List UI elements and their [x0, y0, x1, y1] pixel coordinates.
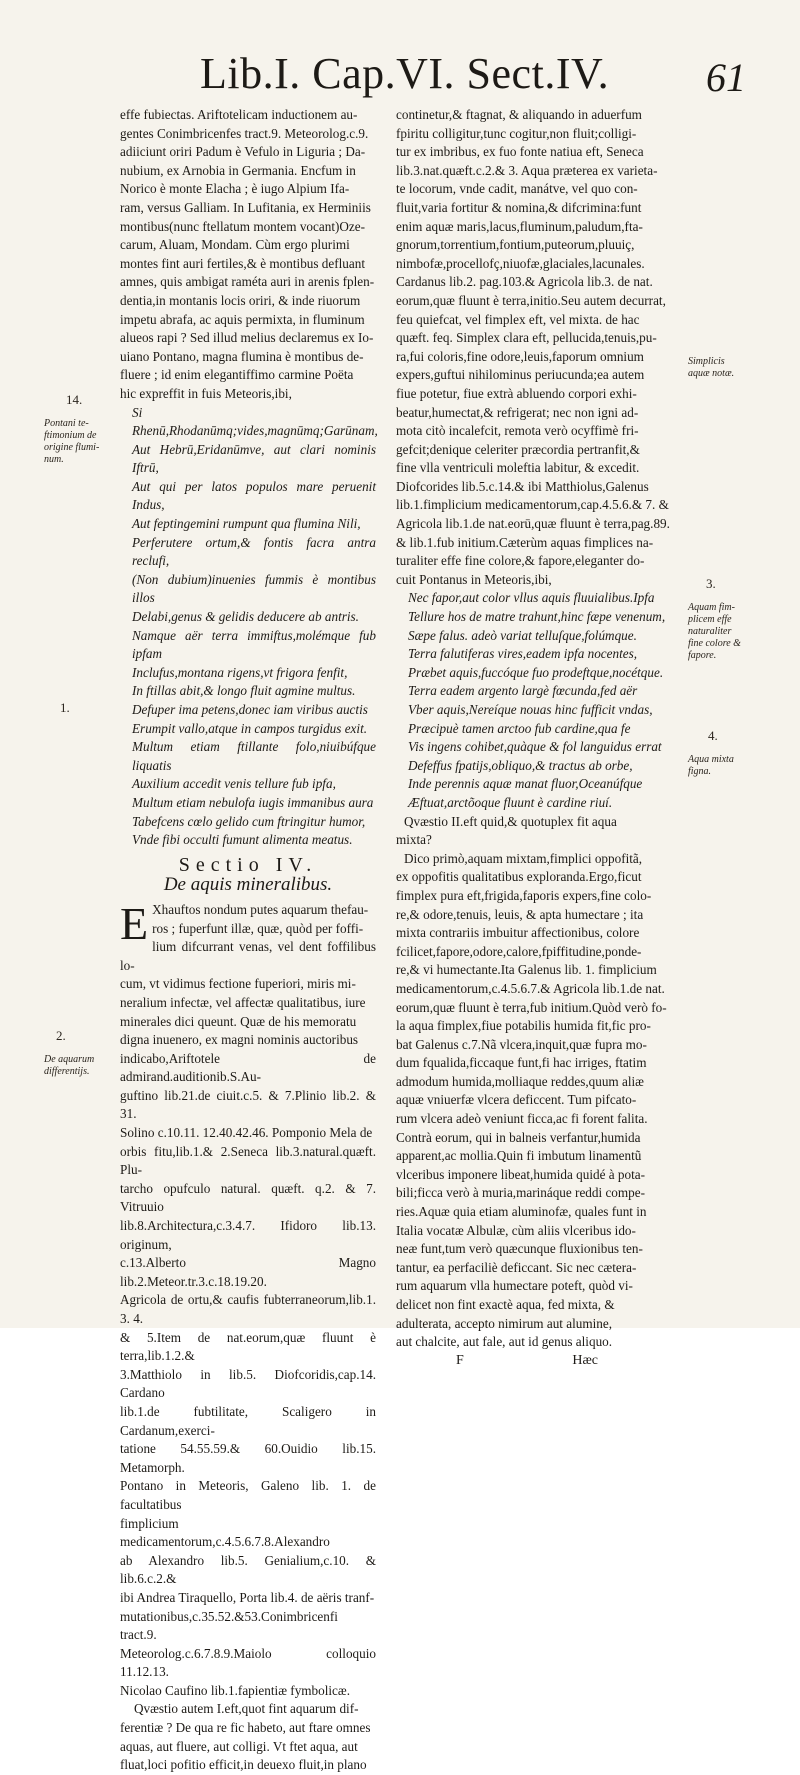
margin-note-2-text: De aquarum differentijs.: [44, 1054, 95, 1077]
page-number: 61: [706, 55, 746, 100]
drop-cap: E: [120, 897, 149, 949]
margin-note-simplicis-text: Simplicis aquæ notæ.: [688, 356, 735, 379]
left-paragraph-2-text: Xhauftos nondum putes aquarum thefau- ros ; fuperfunt illæ, quæ, quòd per foffi- lium difcurrant venas, vel dent foffilibus lo- cum, vt vidimus fectione fuperiori, miris mi- neralium infectæ, vel affectæ qualitatibus, iure minerales dici queunt. Quæ de his memoratu digna inuenero, ex magni nominis auctoribus indicabo,Ariftotele de admirand.auditionib.S.Au- guftino lib.21.de ciuit.c.5. & 7.Plinio lib.2. & 31. Solino c.10.11. 12.40.42.46. Pomponio Mela de orbis fitu,lib.1.& 2.Seneca lib.3.natural.quæft. Plu- tarcho opufculo natural. quæft. q.2. & 7. Vitruuio lib.8.Architectura,c.3.4.7. Ifidoro lib.13. originum, c.13.Alberto Magno lib.2.Meteor.tr.3.c.18.19.20. Agricola de ortu,& caufis fubterraneorum,lib.1. 3. 4. & 5.Item de nat.eorum,quæ fluunt è terra,lib.1.2.& 3.Matthiolo in lib.5. Diofcoridis,cap.14. Cardano lib.1.de fubtilitate, Scaligero in Cardanum,exerci- tatione 54.55.59.& 60.Ouidio lib.15. Metamorph. Pontano in Meteoris, Galeno lib. 1. de facultatibus fimplicium medicamentorum,c.4.5.6.7.8.Alexandro ab Alexandro lib.5. Genialium,c.10. & lib.6.c.2.& ibi Andrea Tiraquello, Porta lib.4. de aëris tranf- mutationibus,c.35.52.&53.Conimbricenfi tract.9. Meteorolog.c.6.7.8.9.Maiolo colloquio 11.12.13. Nicolao Caufino lib.1.fapientiæ fymbolicæ.: [120, 901, 376, 1698]
signature-mark: F: [456, 1352, 464, 1368]
margin-note-1: [60, 690, 100, 726]
margin-note-14-text: Pontani te- ftimonium de origine flumi- num.: [44, 418, 100, 465]
pontano-verse-2: Nec fapor,aut color vllus aquis fluuialibus.Ipfa Tellure hos de matre trahunt,hinc fæpe venenum, Sæpe falus. adeò variat telluſque,folúmque. Terra falutiferas vires,eadem ipfa nocentes, Præbet aquis,fuccóque fuo prodeftque,nocétque. Terra eadem argento largè fœcunda,fed aër Vber aquis,Nereíque nouas hinc fufficit vndas, Præcipuè tamen arctoo fub cardine,qua fe Vis ingens cohibet,quàque & fol languidus errat Defeffus fpatijs,obliquo,& tractus ab orbe, Inde perennis aquæ manat fluor,Oceanúfque Æftuat,arctõoque fluunt è cardine riuí.: [408, 590, 666, 810]
margin-note-4-text: Aqua mixta figna.: [688, 754, 734, 777]
right-paragraph-2: Qvæstio II.eft quid,& quotuplex fit aqua mixta?: [396, 813, 617, 848]
margin-note-3-number: 3.: [706, 576, 716, 591]
catchword: Hæc: [572, 1352, 598, 1368]
margin-note-simplicis: [688, 344, 752, 380]
left-column: [120, 106, 376, 1775]
left-paragraph-2: [120, 897, 376, 1701]
right-paragraph-3: Dico primò,aquam mixtam,fimplici oppofitã, ex oppofitis qualitatibus exploranda.Ergo,ficut fimplex pura eft,frigida,faporis expers,fine colo- re,& odore,tenuis, leuis, & apta humectare ; ita mixta contrariis imbuitur affectionibus, colore fcilicet,fapore,odore,calore,fpiffitudine,ponde- re,& vi humectante.Ita Galenus lib. 1. fimplicium medicamentorum,c.4.5.6.7.& Agricola lib.1.de nat. eorum,quæ fluunt è terra,fub initium.Quòd verò fo- la aqua fimplex,fiue potabilis humida fit,fic pro- bat Galenus c.7.Nã vlcera,inquit,quæ fupra mo- dum fqualida,ficcaque funt,fi hac irriges, ftatim admodum humida,molliaque reddes,quum aliæ aquæ vniuerfæ vlcera deficcent. Tum pifcato- rum vlcera adeò veniunt ficca,ac fi forent falita. Contrà eorum, qui in balneis verfantur,humida apparent,ac mollia.Quin fi imbutum linamentũ vlceribus imponere libeat,humida quidé à pota- bili;ficca verò à muria,marináque reddi compe- ries.Aquæ quia etiam aluminofæ, quales funt in Italia vocatæ Albulæ, cùm aliis vlceribus ido- neæ funt,tum verò quæcunque fluxionibus ten- tantur, ea perfaciliè deficcant. Sic nec cætera- rum aquarum vlla humectare poteft, quòd vi- delicet non fint exactè aqua, fed mixta, & adulterata, accepto nimirum aut alumine, aut chalcite, aut fale, aut id genus aliquo.: [396, 850, 667, 1350]
margin-note-1-number: 1.: [60, 700, 70, 715]
margin-note-4-number: 4.: [708, 728, 718, 743]
running-header: Lib.I. Cap.VI. Sect.IV.: [200, 49, 610, 98]
left-paragraph-3: Qvæstio autem I.eft,quot fint aquarum dif- ferentiæ ? De qua re fic habeto, aut ftare omnes aquas, aut fluere, aut colligi. Vt ftet aqua, aut fluat,loci pofitio efficit,in deuexo fluit,in plano: [120, 1701, 371, 1773]
section-title: De aquis mineralibus.: [163, 874, 333, 896]
footer-line: [396, 1352, 678, 1371]
margin-note-3-text: Aquam fim- plicem effe naturaliter fine colore & fapore.: [688, 602, 741, 661]
left-paragraph-1: effe fubiectas. Ariftotelicam inductionem au- gentes Conimbricenfes tract.9. Meteorolog.c.9. adiiciunt oriri Padum è Vefulo in Liguria ; Da- nubium, ex Arnobia in Germania. Encfum in Norico è monte Elacha ; è iugo Alpium Ifa- ram, versus Galliam. In Lufitania, ex Herminiis montibus(nunc ftellatum montem vocant)Oze- carum, Aluam, Mondam. Cùm ergo plurimi montes fint auri fertiles,& è montibus defluant amnes, quis ambigat raméta auri in arenis fplen- dentia,in montanis locis oriri, & inde riuorum impetu abrafa, ac aquis permixta, in fluminum alueos rapi ? Sed illud melius declaremus ex Io- uiano Pontano, magna flumina è montibus de- fluere ; id enim elegantiffimo carmine Poëta hic expreffit in fuis Meteoris,ibi,: [120, 107, 375, 401]
margin-note-14-number: 14.: [66, 392, 83, 407]
margin-note-3: [688, 566, 758, 662]
margin-note-4: [688, 718, 758, 778]
margin-note-2-number: 2.: [56, 1028, 66, 1043]
margin-note-14: [44, 382, 114, 466]
right-column: [396, 106, 678, 1370]
right-paragraph-1: continetur,& ftagnat, & aliquando in aduerfum fpiritu colligitur,tunc cogitur,non fluit;colligi- tur ex imbribus, ex fuo fonte natiua eft, Seneca lib.3.nat.quæft.c.2.& 3. Aqua præterea ex varieta- te locorum, vnde cadit, manátve, vel quo con- fluit,varia fortitur & nomina,& difcrimina:funt enim aquæ maris,lacus,fluminum,paludum,fta- gnorum,torrentium,fontium,puteorum,pluuiç, nimbofæ,procellofç,niuofæ,glaciales,lacunales. Cardanus lib.2. pag.103.& Agricola lib.3. de nat. eorum,quæ fluunt è terra,initio.Seu autem decurrat, feu quiefcat, vel fimplex eft, vel mixta. de hac quæft. feq. Simplex clara eft, pellucida,tenuis,pu- ra,fui coloris,fine odore,leuis,faporum omnium expers,guftui nihilominus periucunda;ea autem fiue potetur, fiue extrà abluendo corpori exhi- beatur,humectat,& refrigerat; nec non igni ad- mota citò incalefcit, remota verò ocyffimè fri- gefcit;denique celeriter præcordia pertranfit,& fine vlla ventriculi moleftia labitur, & excedit. Diofcorides lib.5.c.14.& ibi Matthiolus,Galenus lib.1.fimplicium medicamentorum,cap.4.5.6.& 7. & Agricola lib.1.de nat.eorū,quæ fluunt è terra,pag.89. & lib.1.fub initium.Cæterùm aquas fimplices na- turaliter effe fine colore,& fapore,eleganter do- cuit Pontanus in Meteoris,ibi,: [396, 107, 670, 587]
section-heading: Sectio IV.: [178, 853, 318, 876]
margin-note-2: [44, 1018, 114, 1078]
pontano-verse: Si Rhenū,Rhodanūmq;vides,magnūmq;Garūnam, Aut Hebrū,Eridanūmve, aut clari nominis Iftrū, Aut qui per latos populos mare peruenit Indus, Aut feptingemini rumpunt qua flumina Nili, Perferutere ortum,& fontis facra antra reclufi, (Non dubium)inuenies fummis è montibus illos Delabi,genus & gelidis deducere ab antris. Namque aër terra immiftus,molémque fub ipfam Inclufus,montana rigens,vt frigora fenfit, In ftillas abit,& longo fluit agmine multus. Defuper ima petens,donec iam viribus auctis Erumpit vallo,atque in campos turgidus exit. Multum etiam ftillante folo,niuibúfque liquatis Auxilium accedit venis tellure fub ipfa, Multum etiam nebulofa iugis immanibus aura Tabefcens cœlo gelido cum ftringitur humor, Vnde fibi occulti fumunt alimenta meatus.: [132, 404, 378, 848]
